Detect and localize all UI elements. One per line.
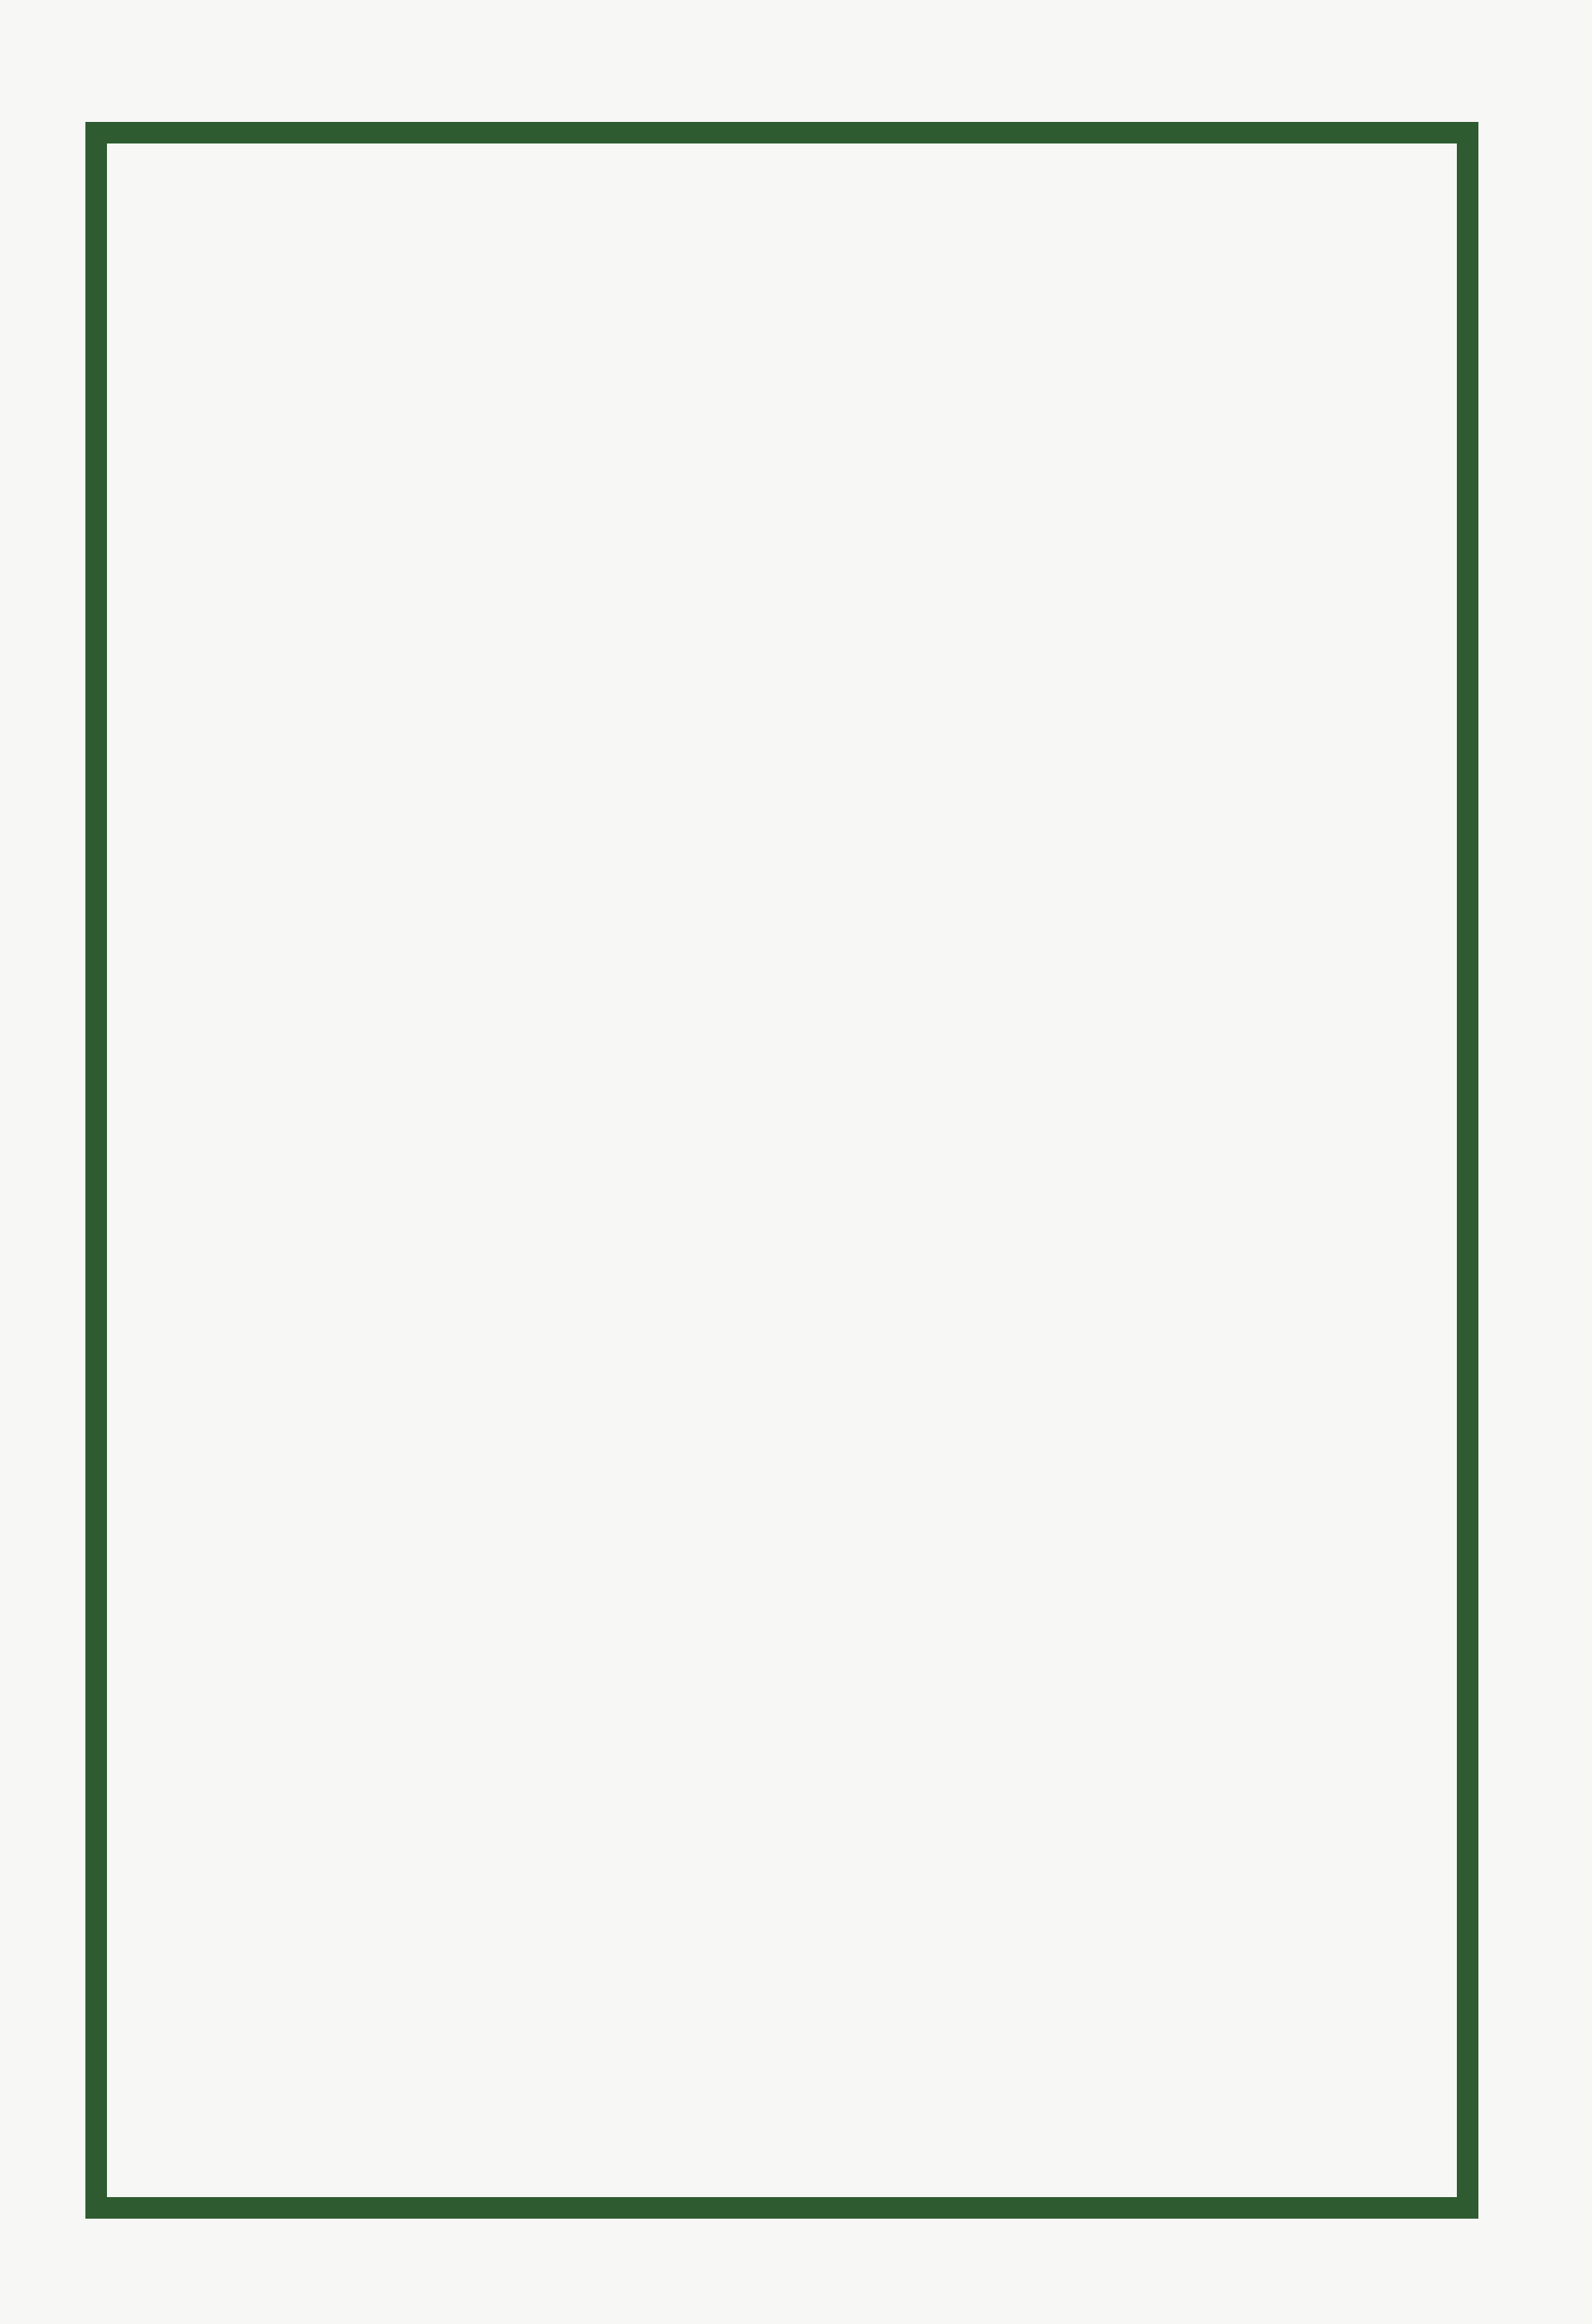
- certificate-border: [85, 122, 1478, 2219]
